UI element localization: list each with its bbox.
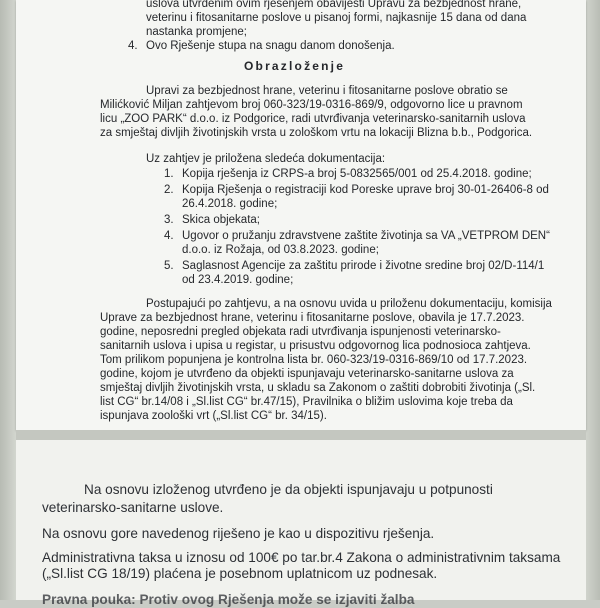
top-item-line-2: veterinu i fitosanitarne poslove u pisanoj formi, najkasnije 15 dana od dana	[146, 12, 527, 24]
section-heading: Obrazloženje	[244, 59, 346, 73]
intro-line-4: za smještaj divljih životinjskih vrsta u zološkom vrtu na lokaciji Blizna b.b., Podgorica.	[100, 127, 533, 139]
page-gap	[16, 430, 586, 440]
document-page-2	[16, 440, 586, 607]
left-background	[0, 0, 16, 600]
doc-item-5-number: 5.	[164, 260, 174, 272]
doc-item-5-line-1: Saglasnost Agencije za zaštitu prirode i životne sredine broj 02/D-114/1	[182, 260, 545, 272]
item-4-text: Ovo Rješenje stupa na snagu danom donošenja.	[146, 40, 395, 52]
conclusion-line-1: Na osnovu izloženog utvrđeno je da objekti ispunjavaju u potpunosti	[84, 482, 493, 497]
intro-line-1: Upravi za bezbjednost hrane, veterinu i fitosanitarne poslove obratio se	[146, 85, 508, 97]
doc-item-3-number: 3.	[164, 214, 174, 226]
conclusion-line-2: veterinarsko-sanitarne uslove.	[42, 500, 224, 515]
documents-intro: Uz zahtjev je priložena sledeća dokumentacija:	[146, 153, 386, 165]
intro-line-3: licu „ZOO PARK“ d.o.o. iz Podgorice, radi utvrđivanja veterinarsko-sanitarnih uslova	[100, 113, 526, 125]
doc-item-4-number: 4.	[164, 230, 174, 242]
top-item-line-1: uslova utvrđenim ovim rješenjem obavijesti Upravu za bezbjednost hrane,	[146, 0, 522, 10]
top-item-line-3: nastanka promjene;	[146, 26, 248, 38]
doc-item-4-line-2: d.o.o. iz Rožaja, od 03.8.2023. godine;	[182, 244, 379, 256]
legal-remedy-cutoff: Pravna pouka: Protiv ovog Rješenja može se izjaviti žalba	[42, 592, 415, 607]
procedure-line-1: Postupajući po zahtjevu, a na osnovu uvida u priloženu dokumentaciju, komisija	[146, 298, 552, 310]
doc-item-3-line-1: Skica objekata;	[182, 214, 260, 226]
doc-item-1-line-1: Kopija rješenja iz CRPS-a broj 5-0832565/001 od 25.4.2018. godine;	[182, 168, 532, 180]
doc-item-2-number: 2.	[164, 184, 174, 196]
procedure-line-9: ispunjava zoološki vrt („Sl.list CG“ br. 34/15).	[100, 410, 327, 422]
tax-line-1: Administrativna taksa u iznosu od 100€ po tar.br.4 Zakona o administrativnim taksama	[42, 550, 561, 565]
doc-item-2-line-1: Kopija Rješenja o registraciji kod Poreske uprave broj 30-01-26406-8 od	[182, 184, 549, 196]
procedure-line-8: list CG“ br.14/08 i „Sl.list CG“ br.47/15), Pravilnika o bližim uslovima koje treba da	[100, 396, 513, 408]
doc-item-2-line-2: 26.4.2018. godine;	[182, 198, 278, 210]
procedure-line-5: Tom prilikom popunjena je kontrolna lista br. 060-323/19-0316-869/10 od 17.7.2023.	[100, 354, 528, 366]
procedure-line-6: godine, kojom je utvrđeno da objekti ispunjavaju veterinarsko-sanitarne uslova za	[100, 368, 514, 380]
doc-item-5-line-2: od 23.4.2019. godine;	[182, 274, 294, 286]
doc-item-4-line-1: Ugovor o pružanju zdravstvene zaštite životinja sa VA „VETPROM DEN“	[182, 230, 550, 242]
procedure-line-3: godine, neposredni pregled objekata radi utvrđivanja ispunjenosti veterinarsko-	[100, 326, 501, 338]
procedure-line-2: Uprave za bezbjednost hrane, veterinu i fitosanitarne poslove, obavila je 17.7.2023.	[100, 312, 525, 324]
right-background	[584, 0, 600, 600]
document-page-1	[16, 0, 586, 430]
tax-line-2: („Sl.list CG 18/19) plaćena je posebnom uplatnicom uz podnesak.	[42, 566, 438, 581]
doc-item-1-number: 1.	[164, 168, 174, 180]
item-4-number: 4.	[128, 40, 138, 52]
intro-line-2: Milićković Miljan zahtjevom broj 060-323/19-0316-869/9, odgovorno lice u pravnom	[100, 99, 523, 111]
procedure-line-7: smještaj divljih životinjskih vrsta, u skladu sa Zakonom o zaštiti dobrobiti životinja („Sl.	[100, 382, 536, 394]
disposition-line: Na osnovu gore navedenog riješeno je kao u dispozitivu rješenja.	[42, 526, 435, 541]
procedure-line-4: sanitarnih uslova i upisa u registar, u prisustvu odgovornog lica podnosioca zahtjeva.	[100, 340, 531, 352]
